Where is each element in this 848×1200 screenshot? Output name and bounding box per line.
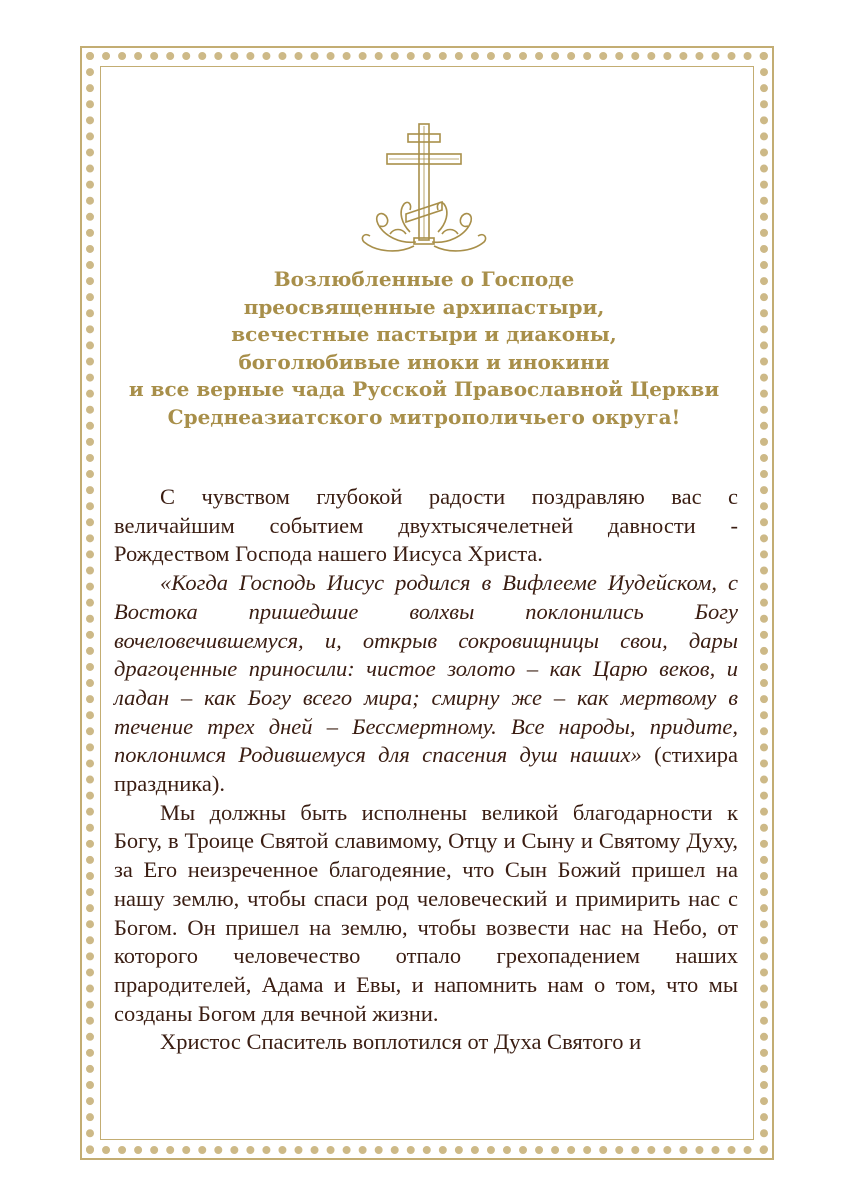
paragraph bbox=[114, 569, 738, 799]
heading-line: Среднеазиатского митрополичьего округа! bbox=[167, 404, 681, 429]
paragraph: Мы должны быть исполнены великой благодарности к Богу, в Троице Святой славимому, Отцу и Сыну и Святому Духу, за Его неизреченное благодеяние, что Сын Божий пришел на нашу землю, чтобы спаси род человеческий и примирить нас с Богом. Он пришел на землю, чтобы возвести нас на Небо, от которого человечество отпало грехопадением наших прародителей, Адама и Евы, и напомнить нам о том, что мы созданы Богом для вечной жизни. bbox=[114, 799, 738, 1026]
hymn-quote: «Когда Господь Иисус родился в Вифлееме Иудейском, с Востока пришедшие волхвы поклонились Богу вочеловечившемуся, и, открыв сокровищницы свои, дары драгоценные приносили: чистое золото – как Царю веков, и ладан – как Богу всего мира; смирну же – как мертвому в течение трех дней – Бессмертному. Все народы, придите, поклонимся Родившемуся для спасения душ наших» bbox=[114, 570, 738, 768]
paragraph: Христос Спаситель воплотился от Духа Святого и bbox=[160, 1029, 642, 1055]
heading-line: боголюбивые иноки и инокини bbox=[238, 349, 610, 374]
heading-line: Возлюбленные о Господе bbox=[273, 267, 575, 291]
heading-line: всечестные пастыри и диаконы, bbox=[231, 322, 617, 347]
paragraph: С чувством глубокой радости поздравляю вас с величайшим событием двухтысячелетней давности - Рождеством Господа нашего Иисуса Христа. bbox=[114, 484, 738, 567]
heading-line: и все верные чада Русской Православной Церкви bbox=[128, 377, 720, 402]
orthodox-cross-icon bbox=[350, 120, 498, 260]
quote-source: (стихира праздника). bbox=[114, 742, 738, 797]
message-body bbox=[114, 483, 738, 1057]
heading-line: преосвященные архипастыри, bbox=[243, 294, 605, 319]
greeting-heading bbox=[110, 266, 738, 432]
